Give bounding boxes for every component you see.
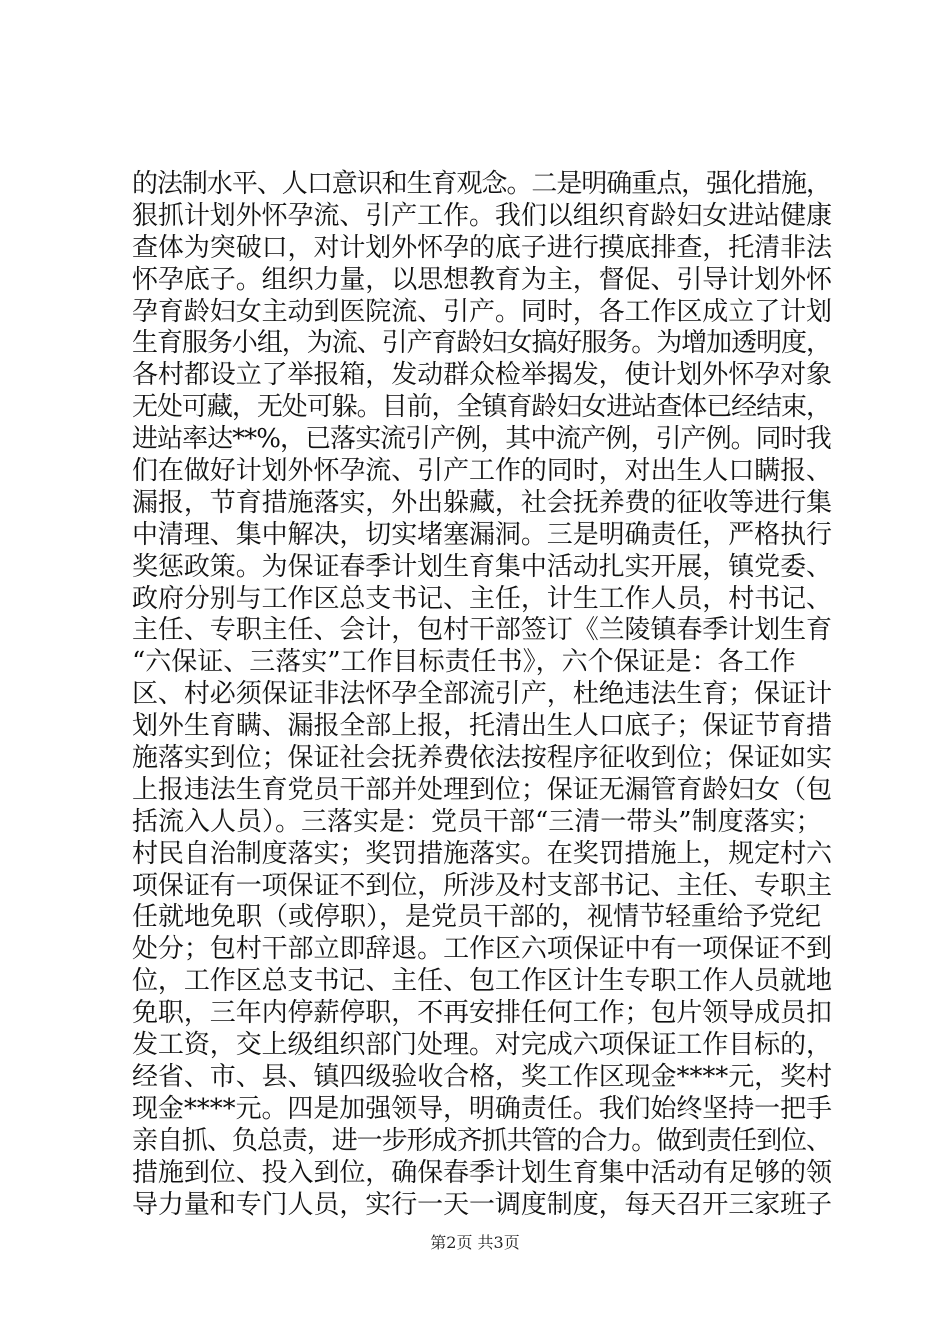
text-line: 奖惩政策。为保证春季计划生育集中活动扎实开展，镇党委、 — [132, 551, 832, 582]
text-line: 上报违法生育党员干部并处理到位；保证无漏管育龄妇女（包 — [132, 774, 832, 805]
text-line: “六保证、三落实”工作目标责任书》，六个保证是：各工作 — [132, 647, 796, 678]
text-line: 们在做好计划外怀孕流、引产工作的同时，对出生人口瞒报、 — [132, 456, 832, 487]
text-line: 发工资，交上级组织部门处理。对完成六项保证工作目标的， — [132, 1030, 832, 1061]
text-line: 的法制水平、人口意识和生育观念。二是明确重点，强化措施， — [132, 169, 831, 199]
text-line: 漏报，节育措施落实，外出躲藏，社会抚养费的征收等进行集 — [132, 487, 832, 518]
text-line: 主任、专职主任、会计，包村干部签订《兰陵镇春季计划生育 — [132, 615, 832, 646]
page-footer: 第2页 共3页 — [430, 1233, 520, 1252]
text-line: 导力量和专门人员，实行一天一调度制度，每天召开三家班子 — [132, 1189, 832, 1220]
text-line: 孕育龄妇女主动到医院流、引产。同时，各工作区成立了计划 — [132, 296, 832, 327]
text-line: 生育服务小组，为流、引产育龄妇女搞好服务。为增加透明度， — [132, 328, 831, 359]
text-line: 政府分别与工作区总支书记、主任，计生工作人员，村书记、 — [132, 583, 832, 614]
text-line: 经省、市、县、镇四级验收合格，奖工作区现金****元，奖村 — [132, 1061, 832, 1092]
text-line: 免职，三年内停薪停职，不再安排任何工作；包片领导成员扣 — [132, 998, 832, 1029]
text-line: 各村都设立了举报箱，发动群众检举揭发，使计划外怀孕对象 — [132, 360, 832, 391]
text-line: 项保证有一项保证不到位，所涉及村支部书记、主任、专职主 — [132, 870, 832, 901]
body-paragraph — [132, 169, 832, 1221]
text-line: 区、村必须保证非法怀孕全部流引产，杜绝违法生育；保证计 — [132, 679, 832, 710]
text-line: 查体为突破口，对计划外怀孕的底子进行摸底排查，托清非法 — [132, 232, 832, 263]
text-line: 施落实到位；保证社会抚养费依法按程序征收到位；保证如实 — [132, 743, 832, 774]
text-line: 划外生育瞒、漏报全部上报，托清出生人口底子；保证节育措 — [132, 711, 832, 742]
text-line: 村民自治制度落实；奖罚措施落实。在奖罚措施上，规定村六 — [132, 838, 832, 869]
text-line: 狠抓计划外怀孕流、引产工作。我们以组织育龄妇女进站健康 — [132, 200, 832, 231]
text-line: 任就地免职（或停职），是党员干部的，视情节轻重给予党纪 — [132, 902, 822, 933]
text-line: 中清理、集中解决，切实堵塞漏洞。三是明确责任，严格执行 — [132, 519, 832, 550]
text-line: 现金****元。四是加强领导，明确责任。我们始终坚持一把手 — [132, 1093, 832, 1124]
text-line: 怀孕底子。组织力量，以思想教育为主，督促、引导计划外怀 — [132, 264, 832, 295]
text-line: 无处可藏，无处可躲。目前，全镇育龄妇女进站查体已经结束， — [132, 392, 831, 423]
text-line: 括流入人员）。三落实是：党员干部“三清一带头”制度落实； — [132, 806, 822, 837]
text-line: 措施到位、投入到位，确保春季计划生育集中活动有足够的领 — [132, 1157, 832, 1188]
text-line: 亲自抓、负总责，进一步形成齐抓共管的合力。做到责任到位、 — [132, 1125, 831, 1156]
text-line: 处分；包村干部立即辞退。工作区六项保证中有一项保证不到 — [132, 934, 832, 965]
text-line: 位，工作区总支书记、主任、包工作区计生专职工作人员就地 — [132, 966, 832, 997]
text-line: 进站率达**%，已落实流引产例，其中流产例，引产例。同时我 — [132, 424, 831, 455]
